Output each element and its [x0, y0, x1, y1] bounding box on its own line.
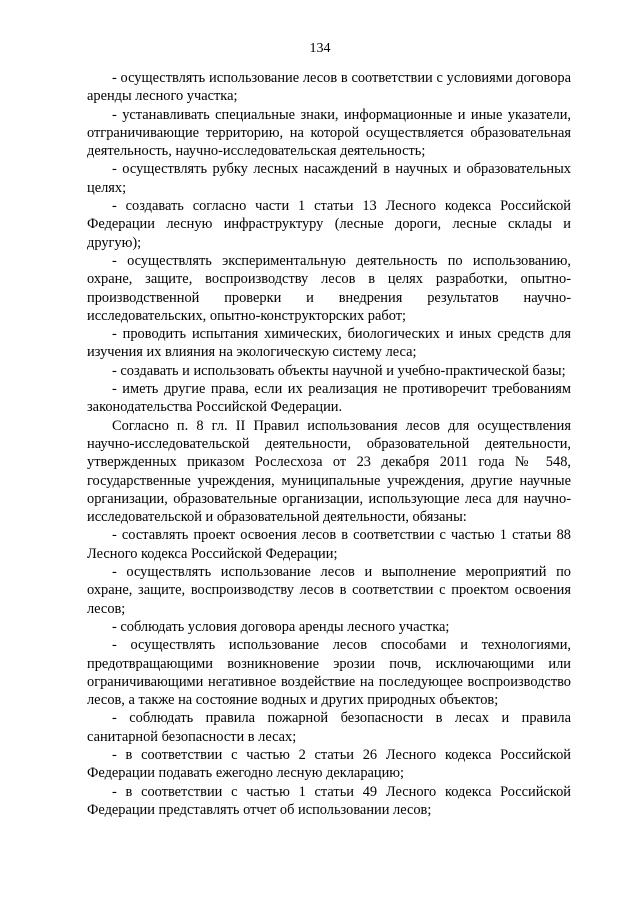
- paragraph: - осуществлять использование лесов и выполнение мероприятий по охране, защите, воспроизводству лесов в соответствии с проектом освоения лесов;: [87, 564, 571, 617]
- paragraph: - соблюдать правила пожарной безопасности в лесах и правила санитарной безопасности в лесах;: [87, 710, 571, 745]
- paragraph: - устанавливать специальные знаки, информационные и иные указатели, отграничивающие территорию, на которой осуществляется образовательная деятельность, научно-исследовательская деятельность;: [87, 106, 571, 160]
- paragraph: - иметь другие права, если их реализация не противоречит требованиям законодательства Российской Федерации.: [87, 381, 571, 416]
- paragraph: - осуществлять использование лесов способами и технологиями, предотвращающими возникновение эрозии почв, исключающими или ограничивающими негативное воздействие на последующее воспроизводство лесов, а также на состояние водных и других природных объектов;: [87, 637, 571, 709]
- paragraph: - создавать и использовать объекты научной и учебно-практической базы;: [112, 362, 566, 379]
- paragraph: - создавать согласно части 1 статьи 13 Лесного кодекса Российской Федерации лесную инфраструктуру (лесные дороги, лесные склады и другую);: [87, 198, 571, 251]
- body-text: [87, 69, 571, 819]
- paragraph: - в соответствии с частью 1 статьи 49 Лесного кодекса Российской Федерации представлять отчет об использовании лесов;: [87, 783, 571, 818]
- page-number: 134: [309, 41, 331, 56]
- paragraph: - осуществлять использование лесов в соответствии с условиями договора аренды лесного участка;: [87, 70, 571, 105]
- paragraph: - составлять проект освоения лесов в соответствии с частью 1 статьи 88 Лесного кодекса Российской Федерации;: [87, 527, 571, 562]
- paragraph: - осуществлять рубку лесных насаждений в научных и образовательных целях;: [87, 161, 571, 196]
- paragraph: - проводить испытания химических, биологических и иных средств для изучения их влияния на экологическую систему леса;: [87, 326, 571, 361]
- paragraph: - осуществлять экспериментальную деятельность по использованию, охране, защите, воспроизводству лесов в целях разработки, опытно-производственной проверки и внедрения результатов научно-исследовательских, опытно-конструкторских работ;: [87, 252, 571, 324]
- paragraph: - соблюдать условия договора аренды лесного участка;: [112, 618, 450, 635]
- paragraph: - в соответствии с частью 2 статьи 26 Лесного кодекса Российской Федерации подавать ежегодно лесную декларацию;: [87, 746, 571, 782]
- paragraph: Согласно п. 8 гл. II Правил использования лесов для осуществления научно-исследовательской деятельности, образовательной деятельности, утвержденных приказом Рослесхоза от 23 декабря 2011 года № 548, государственные учреждения, муниципальные учреждения, другие научные организации, образовательные организации, использующие леса для научно-исследовательской и образовательной деятельности, обязаны:: [87, 417, 571, 526]
